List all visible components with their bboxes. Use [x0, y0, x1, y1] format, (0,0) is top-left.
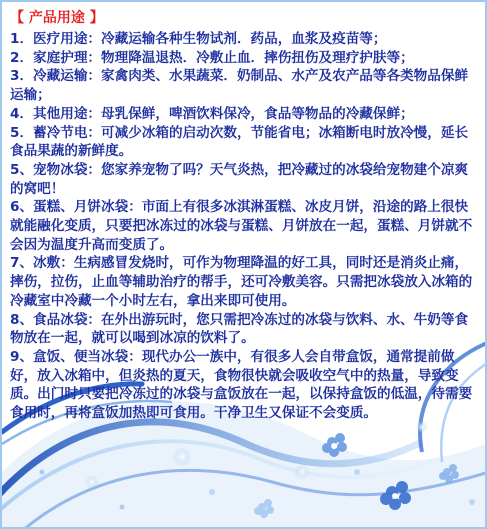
usage-item-other — [10, 105, 480, 124]
usage-item-cold-compress — [10, 254, 480, 310]
usage-item-heading: 4．其他用途： — [10, 105, 102, 122]
usage-item-text: 生病感冒发烧时，可作为物理降温的好工具，同时还是消炎止痛，摔伤，拉伤，止血等辅助治疗的帮手，还可冷敷美容。只需把冰袋放入冰箱的冷藏室中冷藏一个小时左右，拿出来即可使用。 — [10, 255, 473, 309]
usage-item-heading: 5．蓄冷节电： — [10, 124, 102, 141]
usage-item-food — [10, 311, 480, 348]
usage-item-pet — [10, 161, 480, 198]
usage-item-cold-transport — [10, 67, 480, 104]
usage-item-text: 市面上有很多冰淇淋蛋糕、冰皮月饼，沿途的路上很快就能融化变质，只要把冰冻过的冰袋与蛋糕、月饼放在一起，蛋糕、月饼就不会因为温度升高而变质了。 — [10, 199, 473, 253]
usage-item-text: 家禽肉类、水果蔬菜．奶制品、水产及农产品等各类物品保鲜运输； — [10, 68, 469, 104]
usage-item-cake-mooncake — [10, 198, 480, 254]
usage-item-text: 在外出游玩时，您只需把冷冻过的冰袋与饮料、水、牛奶等食物放在一起，就可以喝到冰凉的饮料了。 — [10, 311, 469, 347]
usage-item-medical — [10, 30, 480, 49]
usage-item-heading: 6、蛋糕、月饼冰袋： — [10, 199, 142, 216]
usage-item-lunchbox — [10, 348, 480, 423]
usage-item-home-care — [10, 49, 480, 68]
usage-content — [10, 8, 480, 423]
usage-item-energy-saving — [10, 124, 480, 161]
usage-item-text: 可减少冰箱的启动次数，节能省电；冰箱断电时放冷慢，延长食品果蔬的新鲜度。 — [10, 124, 469, 160]
usage-item-heading: 5、宠物冰袋： — [10, 161, 102, 178]
usage-item-text: 物理降温退热．冷敷止血．摔伤扭伤及理疗护肤等； — [101, 49, 414, 66]
usage-item-heading: 2．家庭护理： — [10, 49, 102, 66]
usage-item-text: 母乳保鲜，啤酒饮料保冷，食品等物品的冷藏保鲜； — [101, 105, 414, 122]
usage-item-heading: 9、盒饭、便当冰袋： — [10, 348, 142, 365]
usage-item-heading: 3．冷藏运输： — [10, 68, 102, 85]
usage-item-heading: 7、冰敷： — [10, 255, 74, 272]
usage-item-text: 您家养宠物了吗？天气炎热，把冷藏过的冰袋给宠物建个凉爽的窝吧！ — [10, 161, 469, 197]
usage-item-text: 现代办公一族中，有很多人会自带盒饭，通常提前做好，放入冰箱中，但炎热的夏天，食物很快就会吸收空气中的热量，导致变质。出门时只要把冷冻过的冰袋与盒饭放在一起，以保持盒饭的低温，待需要食用时，再将盒饭加热即可食用。干净卫生又保证不会变质。 — [10, 348, 473, 422]
section-title: 【 产品用途 】 — [10, 10, 104, 26]
usage-item-text: 冷藏运输各种生物试剂．药品，血浆及疫苗等； — [101, 31, 387, 47]
usage-item-heading: 1．医疗用途： — [10, 31, 102, 47]
usage-item-heading: 8、食品冰袋： — [10, 311, 102, 328]
